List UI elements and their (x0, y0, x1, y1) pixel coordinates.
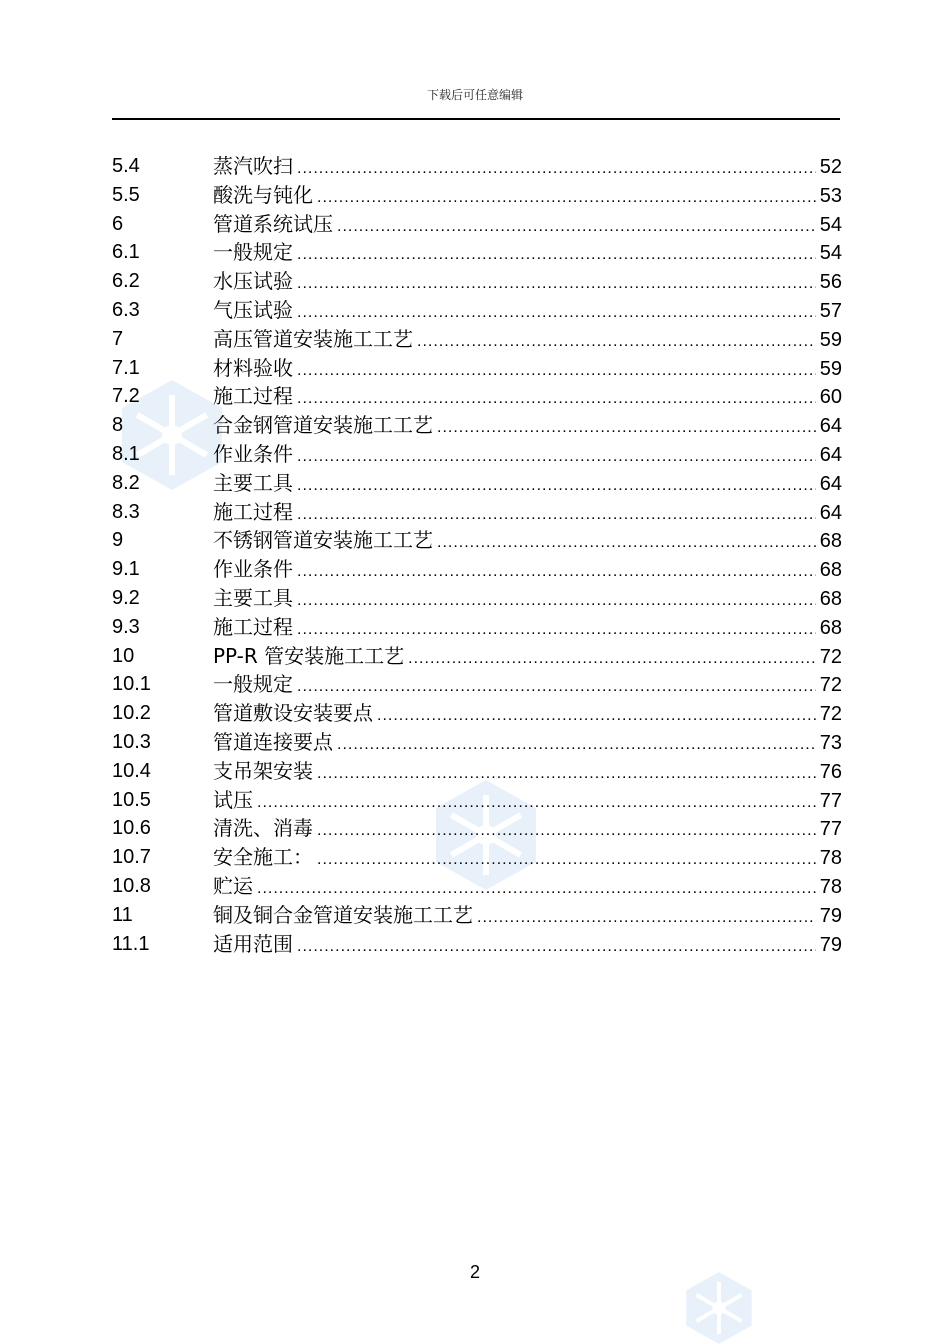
toc-entry[interactable] (112, 642, 842, 671)
toc-dot-leader (297, 385, 816, 414)
toc-entry-title: 管道系统试压 (213, 211, 333, 236)
toc-entry[interactable] (112, 699, 842, 728)
toc-entry-body (213, 238, 842, 270)
toc-entry[interactable] (112, 555, 842, 584)
toc-entry-body (213, 872, 842, 904)
toc-entry-title: 作业条件 (213, 441, 293, 466)
toc-entry-body (213, 152, 842, 184)
toc-entry[interactable] (112, 613, 842, 642)
toc-entry-body (213, 642, 842, 674)
toc-entry-title: 酸洗与钝化 (213, 182, 313, 207)
toc-entry-page: 56 (819, 271, 842, 294)
toc-dot-leader (437, 414, 816, 443)
toc-entry-number: 10.7 (112, 846, 151, 869)
toc-entry-body (213, 411, 842, 443)
toc-entry[interactable] (112, 786, 842, 815)
toc-entry-title: 一般规定 (213, 240, 293, 265)
toc-entry[interactable] (112, 181, 842, 210)
toc-entry-body (213, 382, 842, 414)
toc-entry-page: 59 (819, 357, 842, 380)
toc-entry-body (213, 210, 842, 242)
toc-entry-page: 57 (819, 299, 842, 322)
toc-entry-page: 64 (819, 501, 842, 524)
toc-dot-leader (437, 529, 816, 558)
toc-dot-leader (317, 760, 816, 789)
toc-entry-title: 高压管道安装施工工艺 (213, 326, 413, 351)
toc-entry-page: 60 (819, 386, 842, 409)
toc-entry-title: 蒸汽吹扫 (213, 154, 293, 178)
toc-entry-body (213, 814, 842, 846)
toc-entry-number: 8.3 (112, 500, 140, 523)
toc-entry[interactable] (112, 872, 842, 901)
toc-entry-body (213, 555, 842, 587)
toc-entry-number: 6.3 (112, 298, 140, 321)
toc-dot-leader (317, 846, 816, 875)
toc-dot-leader (337, 213, 816, 242)
page-number: 2 (469, 1262, 480, 1282)
toc-entry[interactable] (112, 814, 842, 843)
toc-entry-title: 水压试验 (213, 269, 293, 294)
toc-entry-page: 64 (819, 472, 842, 495)
toc-entry-body (213, 325, 842, 357)
toc-entry-title: 试压 (213, 787, 253, 812)
toc-entry-body (213, 613, 842, 645)
toc-entry[interactable] (112, 930, 842, 959)
toc-entry-number: 7 (112, 327, 124, 350)
toc-entry-number: 10.4 (112, 759, 151, 782)
toc-entry-body (213, 526, 842, 558)
toc-entry-body (213, 843, 842, 875)
toc-entry-body (213, 181, 842, 213)
toc-entry-body (213, 699, 842, 731)
toc-entry[interactable] (112, 757, 842, 786)
toc-entry-number: 9.1 (112, 558, 140, 581)
toc-entry[interactable] (112, 325, 842, 354)
toc-dot-leader (317, 184, 816, 213)
toc-entry[interactable] (112, 584, 842, 613)
toc-entry[interactable] (112, 843, 842, 872)
toc-entry-number: 10.5 (112, 788, 151, 811)
toc-entry[interactable] (112, 238, 842, 267)
toc-entry-page: 77 (819, 818, 842, 841)
toc-entry-page: 53 (819, 184, 842, 207)
toc-entry-number: 8.1 (112, 442, 140, 465)
toc-entry-page: 79 (819, 904, 842, 927)
toc-entry-body (213, 757, 842, 789)
toc-dot-leader (297, 933, 816, 962)
toc-entry[interactable] (112, 411, 842, 440)
toc-entry-page: 72 (819, 674, 842, 697)
toc-dot-leader (297, 501, 816, 530)
toc-entry-page: 59 (819, 328, 842, 351)
toc-entry[interactable] (112, 469, 842, 498)
toc-entry-title: 气压试验 (213, 297, 293, 322)
toc-dot-leader (297, 587, 816, 616)
toc-entry-page: 64 (819, 443, 842, 466)
toc-entry-number: 5.4 (112, 155, 140, 177)
page-header: 下载后可任意编辑 (426, 88, 523, 102)
toc-entry-title: 适用范围 (213, 931, 293, 956)
toc-dot-leader (377, 702, 816, 731)
toc-entry-number: 7.1 (112, 356, 140, 379)
toc-entry-title: 清洗、消毒 (213, 816, 313, 841)
toc-entry-title: 施工过程 (213, 614, 293, 639)
toc-entry-page: 77 (819, 789, 842, 812)
toc-entry-body (213, 267, 842, 299)
toc-entry-body (213, 354, 842, 386)
toc-entry-title: 安全施工： (213, 845, 313, 870)
toc-entry-page: 76 (819, 760, 842, 783)
toc-entry-page: 72 (819, 645, 842, 668)
toc-entry-body (213, 901, 842, 933)
toc-entry-body (213, 786, 842, 818)
toc-entry-number: 10.8 (112, 874, 151, 897)
toc-entry-body (213, 728, 842, 760)
toc-entry[interactable] (112, 440, 842, 469)
toc-dot-leader (337, 731, 816, 760)
toc-entry-title: 支吊架安装 (213, 758, 313, 783)
header-rule (112, 118, 840, 120)
toc-entry-title: 一般规定 (213, 672, 293, 697)
toc-dot-leader (317, 817, 816, 846)
toc-entry-page: 73 (819, 731, 842, 754)
toc-entry[interactable] (112, 901, 842, 930)
toc-entry-title: 铜及铜合金管道安装施工工艺 (213, 902, 473, 927)
toc-entry-number: 6 (112, 212, 124, 235)
toc-entry-body (213, 469, 842, 501)
toc-entry-number: 10.3 (112, 730, 151, 753)
toc-entry-body (213, 296, 842, 328)
toc-dot-leader (417, 328, 816, 357)
toc-entry-page: 78 (819, 847, 842, 870)
toc-entry-number: 7.2 (112, 385, 140, 408)
toc-entry-number: 10.2 (112, 702, 151, 725)
toc-entry-page: 68 (819, 530, 842, 553)
toc-entry-number: 9.2 (112, 586, 140, 609)
toc-entry-page: 54 (819, 213, 842, 236)
toc-entry-title: 主要工具 (213, 585, 293, 610)
toc-entry[interactable] (112, 267, 842, 296)
toc-entry[interactable] (112, 728, 842, 757)
toc-entry-body (213, 584, 842, 616)
toc-entry[interactable] (112, 296, 842, 325)
toc-entry-title: 施工过程 (213, 499, 293, 524)
toc-dot-leader (297, 443, 816, 472)
toc-entry-page: 78 (819, 875, 842, 898)
toc-dot-leader (257, 875, 816, 904)
toc-dot-leader (477, 904, 816, 933)
toc-entry-page: 54 (819, 242, 842, 265)
toc-entry-number: 10 (112, 644, 135, 667)
toc-dot-leader (297, 558, 816, 587)
toc-entry-number: 9.3 (112, 615, 140, 638)
toc-dot-leader (297, 299, 816, 328)
toc-entry-number: 9 (112, 529, 124, 552)
toc-entry-number: 6.1 (112, 241, 140, 264)
toc-entry-body (213, 440, 842, 472)
toc-entry-page: 68 (819, 616, 842, 639)
toc-entry[interactable] (112, 670, 842, 699)
toc-entry-number: 8.2 (112, 471, 140, 494)
toc-dot-leader (297, 357, 816, 386)
toc-dot-leader (297, 270, 816, 299)
toc-entry-number: 5.5 (112, 183, 140, 206)
toc-entry-title: 施工过程 (213, 384, 293, 409)
toc-dot-leader (297, 155, 816, 184)
toc-entry-number: 10.6 (112, 817, 151, 840)
toc-entry-number: 6.2 (112, 270, 140, 293)
toc-entry[interactable] (112, 498, 842, 527)
toc-dot-leader (297, 241, 816, 270)
toc-dot-leader (297, 616, 816, 645)
toc-entry-title: PP-R 管安装施工工艺 (213, 643, 405, 668)
toc-entry-body (213, 930, 842, 962)
toc-entry-title: 不锈钢管道安装施工工艺 (213, 528, 433, 553)
toc-entry-title: 作业条件 (213, 557, 293, 582)
toc-dot-leader (297, 673, 816, 702)
toc-dot-leader (297, 472, 816, 501)
toc-entry-page: 68 (819, 587, 842, 610)
toc-entry-title: 贮运 (213, 873, 253, 898)
toc-entry[interactable] (112, 526, 842, 555)
toc-dot-leader (408, 645, 816, 674)
toc-entry-page: 68 (819, 559, 842, 582)
toc-dot-leader (257, 789, 816, 818)
toc-entry-title: 主要工具 (213, 470, 293, 495)
toc-entry-number: 10.1 (112, 673, 151, 696)
toc-entry-body (213, 498, 842, 530)
toc-entry-page: 64 (819, 415, 842, 438)
toc-entry-title: 材料验收 (213, 355, 293, 380)
toc-entry-number: 11 (112, 903, 133, 926)
toc-entry[interactable] (112, 210, 842, 239)
toc-entry-title: 管道敷设安装要点 (213, 701, 373, 726)
toc-entry-page: 72 (819, 703, 842, 726)
toc-entry-title: 合金钢管道安装施工工艺 (213, 413, 433, 438)
toc-entry-body (213, 670, 842, 702)
toc-entry-number: 8 (112, 414, 124, 437)
table-of-contents (112, 152, 842, 958)
toc-entry-number: 11.1 (112, 932, 150, 955)
toc-entry[interactable] (112, 152, 842, 181)
toc-entry-title: 管道连接要点 (213, 729, 333, 754)
toc-entry-page: 52 (819, 156, 842, 178)
toc-entry-page: 79 (819, 933, 842, 956)
toc-entry[interactable] (112, 382, 842, 411)
toc-entry[interactable] (112, 354, 842, 383)
